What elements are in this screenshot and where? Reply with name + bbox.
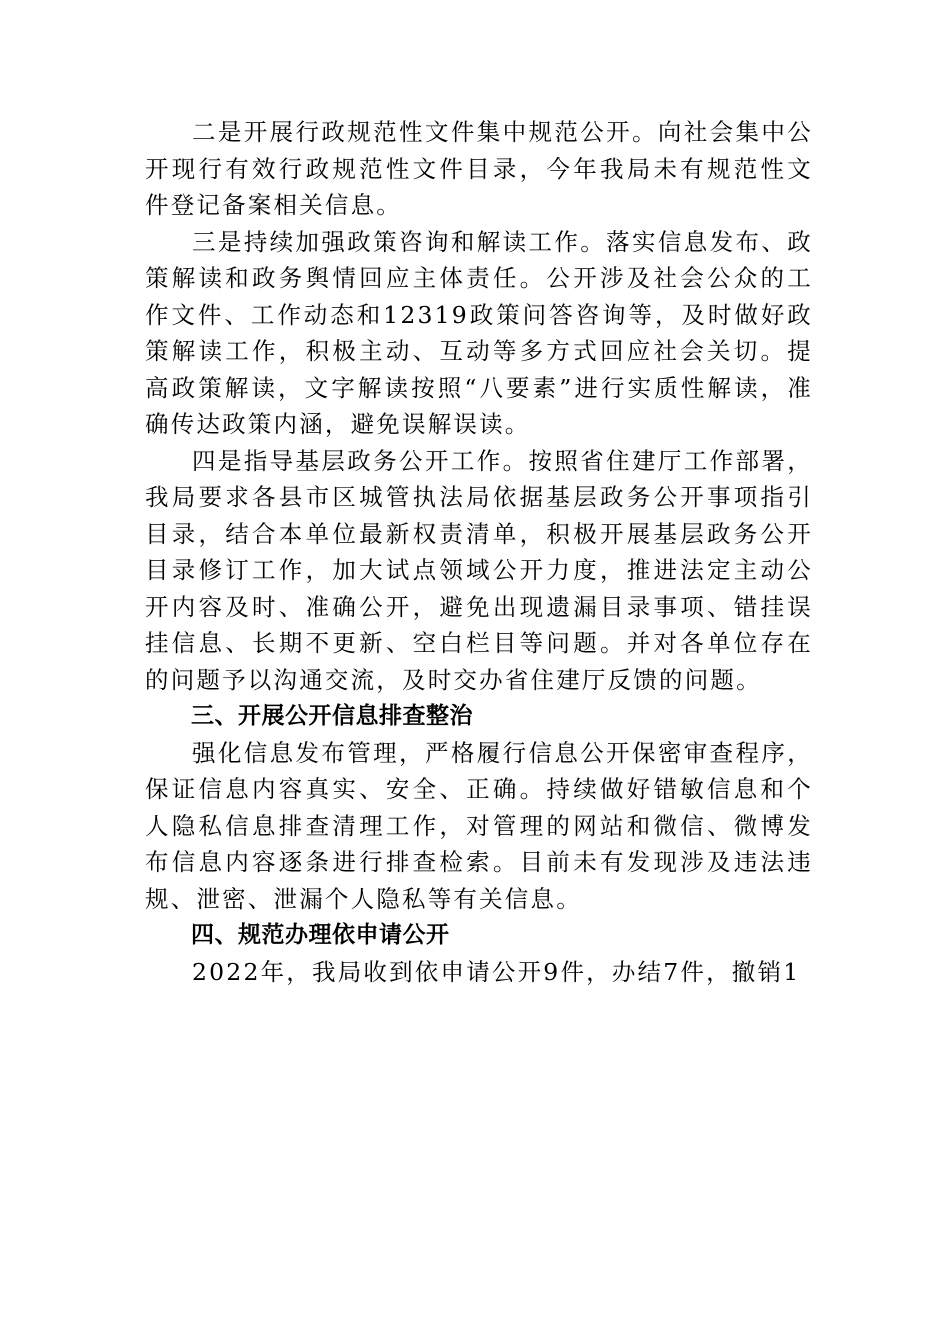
paragraph-normative-documents: 二是开展行政规范性文件集中规范公开。向社会集中公开现行有效行政规范性文件目录，今年我局未有规范性文件登记备案相关信息。 (145, 118, 813, 219)
document-body (145, 114, 813, 990)
paragraph-policy-interpretation: 三是持续加强政策咨询和解读工作。落实信息发布、政策解读和政务舆情回应主体责任。公开涉及社会公众的工作文件、工作动态和12319政策问答咨询等，及时做好政策解读工作，积极主动、互动等多方式回应社会关切。提高政策解读，文字解读按照“八要素”进行实质性解读，准确传达政策内涵，避免误解误读。 (145, 227, 813, 438)
section-heading-information-check: 三、开展公开信息排查整治 (191, 703, 473, 729)
section-heading-application-disclosure: 四、规范办理依申请公开 (191, 922, 450, 948)
paragraph-information-check: 强化信息发布管理，严格履行信息公开保密审查程序，保证信息内容真实、安全、正确。持续做好错敏信息和个人隐私信息排查清理工作，对管理的网站和微信、微博发布信息内容逐条进行排查检索。目前未有发现涉及违法违规、泄密、泄漏个人隐私等有关信息。 (145, 738, 813, 913)
paragraph-application-disclosure: 2022年，我局收到依申请公开9件，办结7件，撤销1 (192, 957, 801, 986)
paragraph-grassroots-disclosure: 四是指导基层政务公开工作。按照省住建厅工作部署，我局要求各县市区城管执法局依据基层政务公开事项指引目录，结合本单位最新权责清单，积极开展基层政务公开目录修订工作，加大试点领域公开力度，推进法定主动公开内容及时、准确公开，避免出现遗漏目录事项、错挂误挂信息、长期不更新、空白栏目等问题。并对各单位存在的问题予以沟通交流，及时交办省住建厅反馈的问题。 (145, 446, 813, 694)
